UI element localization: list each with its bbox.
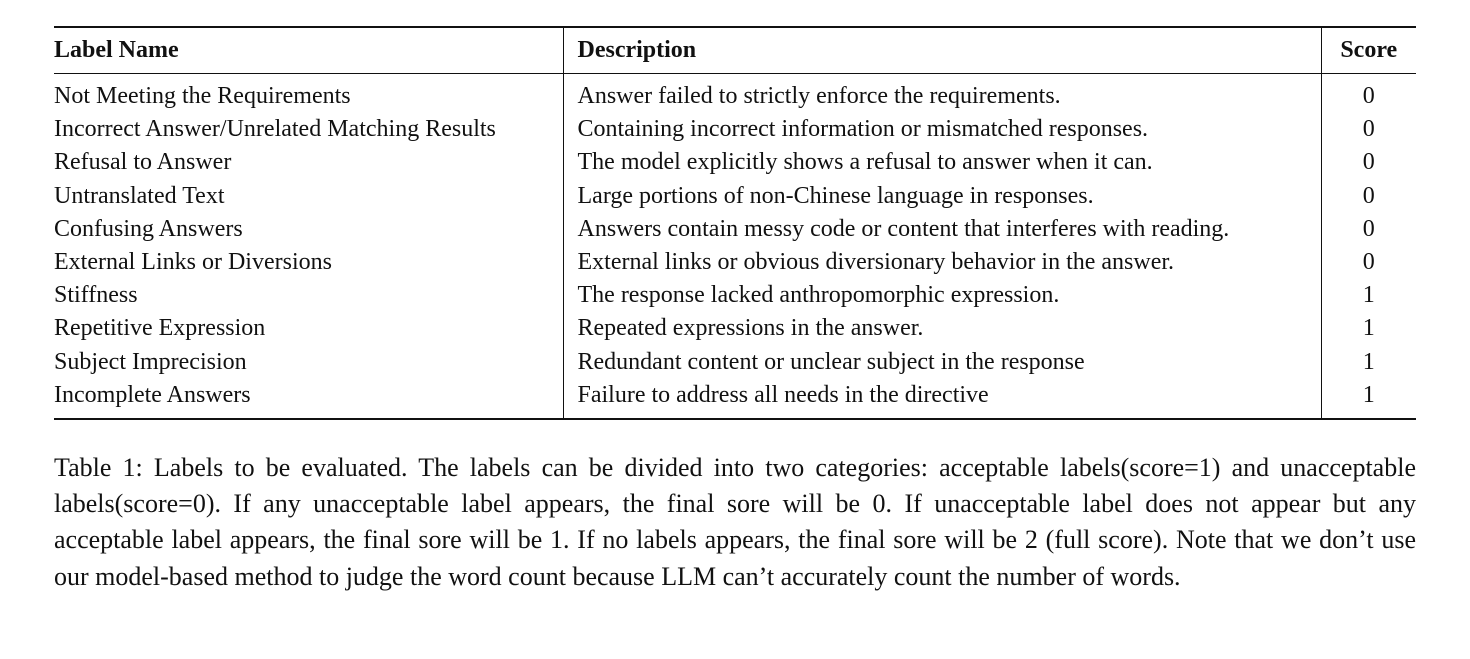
- cell-description: Containing incorrect information or mismatched responses.: [563, 113, 1321, 146]
- table-row: [54, 346, 1416, 379]
- table-row: [54, 74, 1416, 114]
- table-row: [54, 213, 1416, 246]
- header-label-name: Label Name: [54, 37, 179, 63]
- table-row: [54, 246, 1416, 279]
- table-caption: Table 1: Labels to be evaluated. The labels can be divided into two categories: acceptable labels(score=1) and unacceptable labels(score=0). If any unacceptable label appears, the final sore will be 0. If unacceptable label does not appear but any acceptable label appears, the final sore will be 1. If no labels appears, the final sore will be 2 (full score). Note that we don’t use our model-based method to judge the word count because LLM can’t accurately count the number of words.: [54, 453, 1416, 591]
- cell-label: Untranslated Text: [54, 182, 225, 209]
- table-row: [54, 180, 1416, 213]
- table-row: [54, 113, 1416, 146]
- table-row: [54, 312, 1416, 345]
- cell-label: Incomplete Answers: [54, 381, 251, 408]
- header-score: Score: [1321, 27, 1416, 74]
- cell-description: Answers contain messy code or content that interferes with reading.: [563, 213, 1321, 246]
- cell-score: 0: [1321, 213, 1416, 246]
- cell-description: Repeated expressions in the answer.: [563, 312, 1321, 345]
- cell-description: Large portions of non-Chinese language in responses.: [563, 180, 1321, 213]
- cell-label: Repetitive Expression: [54, 315, 266, 342]
- cell-score: 1: [1321, 379, 1416, 419]
- cell-score: 1: [1321, 346, 1416, 379]
- cell-score: 0: [1321, 113, 1416, 146]
- header-description: Description: [563, 27, 1321, 74]
- cell-description: The model explicitly shows a refusal to answer when it can.: [563, 146, 1321, 179]
- cell-label: External Links or Diversions: [54, 249, 332, 276]
- cell-score: 0: [1321, 74, 1416, 114]
- cell-description: The response lacked anthropomorphic expression.: [563, 279, 1321, 312]
- cell-label: Refusal to Answer: [54, 149, 232, 176]
- table-row: [54, 146, 1416, 179]
- labels-table: [54, 26, 1416, 420]
- table-row: [54, 279, 1416, 312]
- cell-label: Not Meeting the Requirements: [54, 83, 351, 109]
- cell-score: 0: [1321, 146, 1416, 179]
- cell-description: Failure to address all needs in the directive: [563, 379, 1321, 419]
- cell-description: Redundant content or unclear subject in the response: [563, 346, 1321, 379]
- cell-score: 1: [1321, 312, 1416, 345]
- cell-label: Incorrect Answer/Unrelated Matching Results: [54, 116, 496, 143]
- cell-score: 0: [1321, 180, 1416, 213]
- table-header-row: [54, 27, 1416, 74]
- cell-description: External links or obvious diversionary behavior in the answer.: [563, 246, 1321, 279]
- cell-description: Answer failed to strictly enforce the requirements.: [563, 74, 1321, 114]
- cell-score: 1: [1321, 279, 1416, 312]
- cell-label: Subject Imprecision: [54, 348, 247, 375]
- cell-score: 0: [1321, 246, 1416, 279]
- table-row: [54, 379, 1416, 419]
- cell-label: Stiffness: [54, 282, 138, 309]
- cell-label: Confusing Answers: [54, 215, 243, 242]
- labels-table-container: [54, 26, 1416, 420]
